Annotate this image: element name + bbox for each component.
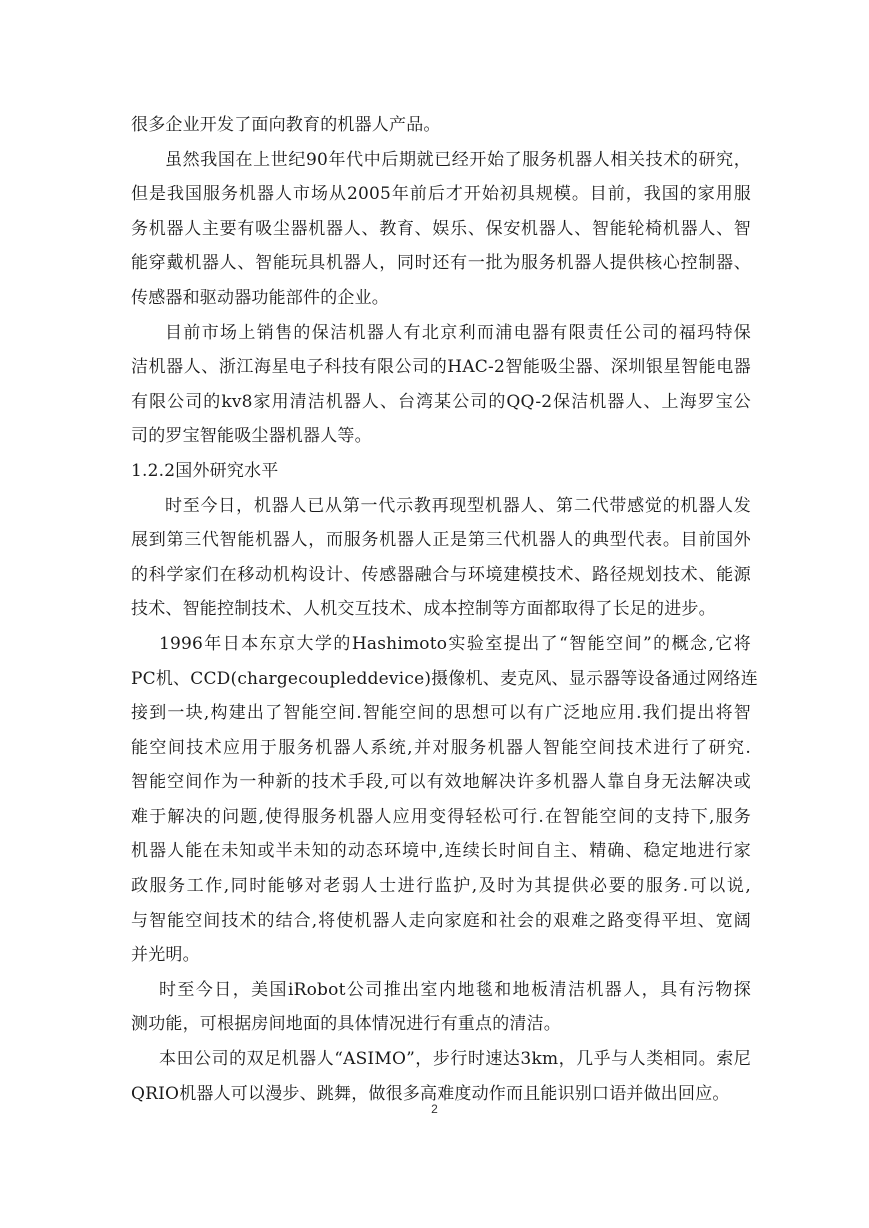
body-text [131, 108, 758, 1111]
text-line: 的科学家们在移动机构设计、传感器融合与环境建模技术、路径规划技术、能源 [131, 564, 751, 585]
text-line: 很多企业开发了面向教育的机器人产品。 [131, 115, 441, 135]
text-line: 能穿戴机器人、智能玩具机器人，同时还有一批为服务机器人提供核心控制器、 [131, 253, 751, 274]
text-line: 并光明。 [131, 945, 200, 966]
text-line: 有限公司的kv8家用清洁机器人、台湾某公司的QQ-2保洁机器人、上海罗宝公 [131, 391, 751, 412]
text-line: 机器人能在未知或半未知的动态环境中,连续长时间自主、精确、稳定地进行家 [131, 841, 751, 862]
text-line: 展到第三代智能机器人，而服务机器人正是第三代机器人的典型代表。目前国外 [131, 530, 751, 551]
text-line: 难于解决的问题,使得服务机器人应用变得轻松可行.在智能空间的支持下,服务 [131, 806, 751, 827]
text-line: 洁机器人、浙江海星电子科技有限公司的HAC-2智能吸尘器、深圳银星智能电器 [131, 357, 751, 378]
text-line: 智能空间作为一种新的技术手段,可以有效地解决许多机器人靠自身无法解决或 [131, 772, 751, 793]
text-line: 目前市场上销售的保洁机器人有北京利而浦电器有限责任公司的福玛特保 [165, 322, 751, 343]
text-line: 能空间技术应用于服务机器人系统,并对服务机器人智能空间技术进行了研究. [131, 737, 751, 758]
page-number: 2 [431, 1102, 438, 1116]
text-line: QRIO机器人可以漫步、跳舞，做很多高难度动作而且能识别口语并做出回应。 [131, 1083, 730, 1104]
text-line: 1996年日本东京大学的Hashimoto实验室提出了“智能空间”的概念,它将 [159, 633, 751, 654]
text-line: 时至今日，美国iRobot公司推出室内地毯和地板清洁机器人，具有污物探 [159, 979, 751, 1000]
text-line: 务机器人主要有吸尘器机器人、教育、娱乐、保安机器人、智能轮椅机器人、智 [131, 218, 751, 239]
text-line: 本田公司的双足机器人“ASIMO”，步行时速达3km，几乎与人类相同。索尼 [159, 1049, 751, 1070]
text-line: 与智能空间技术的结合,将使机器人走向家庭和社会的艰难之路变得平坦、宽阔 [131, 910, 751, 931]
text-line: 接到一块,构建出了智能空间.智能空间的思想可以有广泛地应用.我们提出将智 [131, 703, 751, 724]
text-line: 虽然我国在上世纪90年代中后期就已经开始了服务机器人相关技术的研究， [165, 149, 751, 170]
text-line: 但是我国服务机器人市场从2005年前后才开始初具规模。目前，我国的家用服 [131, 184, 751, 205]
text-line: 技术、智能控制技术、人机交互技术、成本控制等方面都取得了长足的进步。 [131, 599, 716, 620]
section-heading: 1.2.2国外研究水平 [131, 460, 279, 481]
text-line: 政服务工作,同时能够对老弱人士进行监护,及时为其提供必要的服务.可以说, [131, 876, 751, 897]
text-line: PC机、CCD(chargecoupleddevice)摄像机、麦克风、显示器等设备通过网络连 [131, 668, 758, 689]
text-line: 传感器和驱动器功能部件的企业。 [131, 287, 389, 308]
text-line: 测功能，可根据房间地面的具体情况进行有重点的清洁。 [131, 1014, 561, 1035]
text-line: 时至今日，机器人已从第一代示教再现型机器人、第二代带感觉的机器人发 [165, 495, 751, 516]
text-line: 司的罗宝智能吸尘器机器人等。 [131, 426, 372, 447]
